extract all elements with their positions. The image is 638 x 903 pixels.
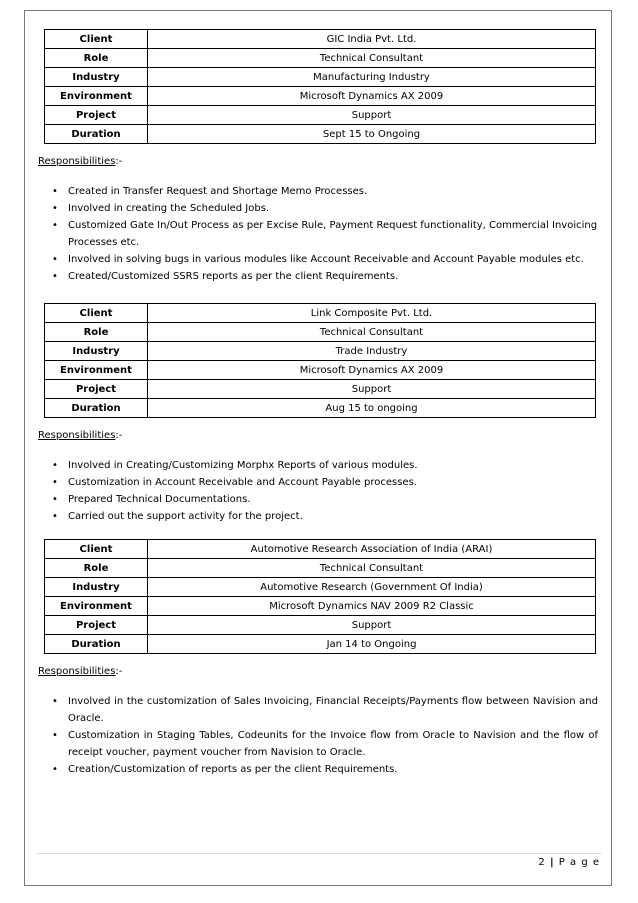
list-item-text: Created in Transfer Request and Shortage Memo Processes. bbox=[68, 186, 368, 197]
list-item bbox=[38, 491, 598, 508]
row-value: Automotive Research Association of India (ARAI) bbox=[148, 540, 596, 559]
list-item bbox=[38, 693, 598, 727]
project-table bbox=[44, 29, 596, 144]
table-row bbox=[45, 68, 596, 87]
table-row bbox=[45, 106, 596, 125]
list-item-text: Creation/Customization of reports as per the client Requirements. bbox=[68, 764, 398, 775]
row-key: Duration bbox=[45, 399, 148, 418]
responsibilities-suffix: :- bbox=[115, 430, 123, 441]
row-value: Support bbox=[148, 380, 596, 399]
bullet-icon: • bbox=[52, 477, 58, 488]
list-item-text: Involved in creating the Scheduled Jobs. bbox=[68, 203, 270, 214]
footer-divider bbox=[36, 853, 602, 854]
row-value: Microsoft Dynamics AX 2009 bbox=[148, 87, 596, 106]
project-table bbox=[44, 303, 596, 418]
list-item-text: Customization in Staging Tables, Codeunits for the Invoice flow from Oracle to Navision and the flow of receipt voucher, payment voucher from Navision to Oracle. bbox=[68, 730, 598, 758]
table-row bbox=[45, 323, 596, 342]
project-table bbox=[44, 539, 596, 654]
table-row bbox=[45, 30, 596, 49]
row-value: Jan 14 to Ongoing bbox=[148, 635, 596, 654]
table-row bbox=[45, 342, 596, 361]
responsibilities-list bbox=[38, 457, 598, 525]
row-value: Aug 15 to ongoing bbox=[148, 399, 596, 418]
list-item-text: Customization in Account Receivable and Account Payable processes. bbox=[68, 477, 417, 488]
table-row bbox=[45, 125, 596, 144]
row-key: Duration bbox=[45, 125, 148, 144]
row-value: Technical Consultant bbox=[148, 559, 596, 578]
row-key: Environment bbox=[45, 361, 148, 380]
page-label: P a g e bbox=[558, 857, 600, 868]
row-key: Industry bbox=[45, 68, 148, 87]
list-item-text: Involved in the customization of Sales Invoicing, Financial Receipts/Payments flow between Navision and Oracle. bbox=[68, 696, 598, 724]
row-value: Manufacturing Industry bbox=[148, 68, 596, 87]
row-key: Environment bbox=[45, 597, 148, 616]
responsibilities-label: Responsibilities bbox=[38, 430, 116, 441]
table-row bbox=[45, 559, 596, 578]
row-value: Microsoft Dynamics NAV 2009 R2 Classic bbox=[148, 597, 596, 616]
bullet-icon: • bbox=[52, 494, 58, 505]
row-key: Industry bbox=[45, 342, 148, 361]
list-item bbox=[38, 200, 598, 217]
list-item-text: Customized Gate In/Out Process as per Excise Rule, Payment Request functionality, Commercial Invoicing Processes etc. bbox=[68, 220, 598, 248]
row-value: Microsoft Dynamics AX 2009 bbox=[148, 361, 596, 380]
row-key: Role bbox=[45, 559, 148, 578]
page-footer bbox=[538, 857, 600, 868]
table-row bbox=[45, 304, 596, 323]
row-value: Technical Consultant bbox=[148, 49, 596, 68]
list-item bbox=[38, 217, 598, 251]
list-item-text: Involved in solving bugs in various modules like Account Receivable and Account Payable modules etc. bbox=[68, 254, 584, 265]
row-key: Duration bbox=[45, 635, 148, 654]
footer-separator: | bbox=[549, 857, 555, 868]
row-value: Support bbox=[148, 616, 596, 635]
bullet-icon: • bbox=[52, 730, 58, 741]
row-key: Client bbox=[45, 30, 148, 49]
row-key: Client bbox=[45, 540, 148, 559]
row-value: Automotive Research (Government Of India) bbox=[148, 578, 596, 597]
table-row bbox=[45, 578, 596, 597]
list-item bbox=[38, 268, 598, 285]
row-key: Project bbox=[45, 616, 148, 635]
bullet-icon: • bbox=[52, 203, 58, 214]
list-item bbox=[38, 251, 598, 268]
bullet-icon: • bbox=[52, 220, 58, 231]
table-row bbox=[45, 87, 596, 106]
table-row bbox=[45, 361, 596, 380]
bullet-icon: • bbox=[52, 460, 58, 471]
responsibilities-heading bbox=[38, 156, 122, 167]
responsibilities-suffix: :- bbox=[115, 666, 123, 677]
table-row bbox=[45, 399, 596, 418]
bullet-icon: • bbox=[52, 186, 58, 197]
responsibilities-suffix: :- bbox=[115, 156, 123, 167]
row-key: Role bbox=[45, 323, 148, 342]
list-item bbox=[38, 183, 598, 200]
responsibilities-label: Responsibilities bbox=[38, 666, 116, 677]
responsibilities-heading bbox=[38, 430, 122, 441]
table-row bbox=[45, 380, 596, 399]
bullet-icon: • bbox=[52, 511, 58, 522]
list-item bbox=[38, 457, 598, 474]
row-value: Trade Industry bbox=[148, 342, 596, 361]
responsibilities-label: Responsibilities bbox=[38, 156, 116, 167]
responsibilities-list bbox=[38, 183, 598, 285]
list-item bbox=[38, 508, 598, 525]
row-key: Client bbox=[45, 304, 148, 323]
row-key: Project bbox=[45, 106, 148, 125]
list-item-text: Prepared Technical Documentations. bbox=[68, 494, 251, 505]
table-row bbox=[45, 635, 596, 654]
bullet-icon: • bbox=[52, 271, 58, 282]
row-value: Link Composite Pvt. Ltd. bbox=[148, 304, 596, 323]
list-item-text: Involved in Creating/Customizing Morphx Reports of various modules. bbox=[68, 460, 418, 471]
list-item bbox=[38, 474, 598, 491]
row-value: GIC India Pvt. Ltd. bbox=[148, 30, 596, 49]
list-item-text: Carried out the support activity for the project. bbox=[68, 511, 303, 522]
bullet-icon: • bbox=[52, 696, 58, 707]
bullet-icon: • bbox=[52, 254, 58, 265]
row-key: Role bbox=[45, 49, 148, 68]
responsibilities-heading bbox=[38, 666, 122, 677]
row-value: Technical Consultant bbox=[148, 323, 596, 342]
table-row bbox=[45, 616, 596, 635]
table-row bbox=[45, 540, 596, 559]
row-value: Support bbox=[148, 106, 596, 125]
list-item-text: Created/Customized SSRS reports as per the client Requirements. bbox=[68, 271, 399, 282]
row-key: Industry bbox=[45, 578, 148, 597]
row-key: Environment bbox=[45, 87, 148, 106]
responsibilities-list bbox=[38, 693, 598, 778]
list-item bbox=[38, 727, 598, 761]
list-item bbox=[38, 761, 598, 778]
page-number: 2 bbox=[538, 857, 546, 868]
row-value: Sept 15 to Ongoing bbox=[148, 125, 596, 144]
table-row bbox=[45, 49, 596, 68]
table-row bbox=[45, 597, 596, 616]
bullet-icon: • bbox=[52, 764, 58, 775]
row-key: Project bbox=[45, 380, 148, 399]
